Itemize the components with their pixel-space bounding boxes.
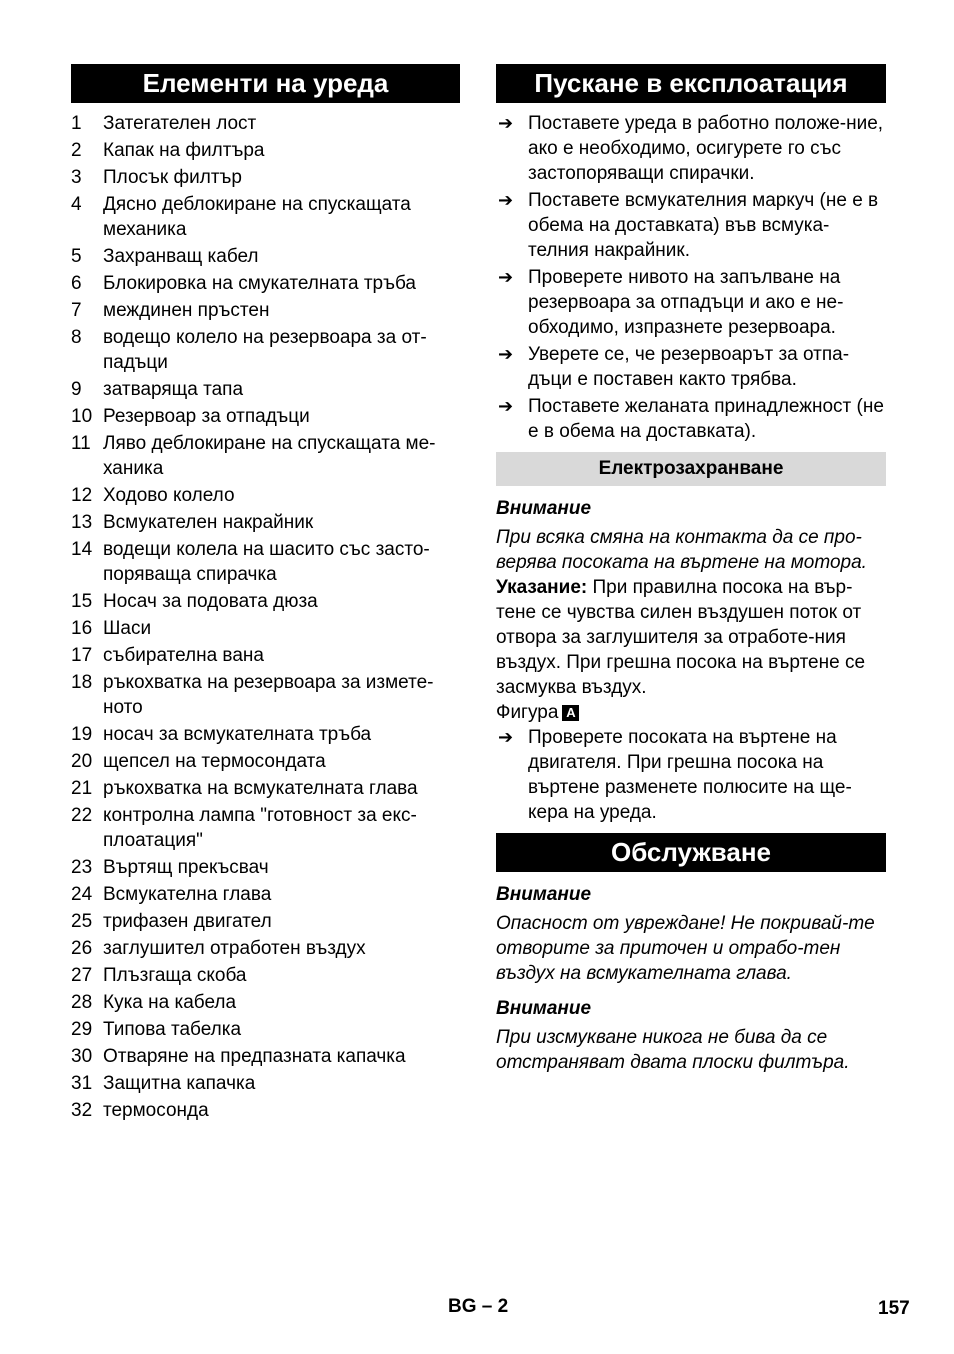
warning-title: Внимание [496,998,592,1019]
item-text: Въртящ прекъсвач [103,857,269,878]
list-item [71,803,460,853]
list-item [71,165,460,190]
note-text: При правилна посока на вър-тене се чувства силен въздушен поток от отвора за заглушителя за отработе-ния въздух. При грешна посока на въртене се засмуква въздух. [496,577,866,698]
item-number: 23 [71,857,93,878]
item-number: 22 [71,805,93,826]
step-text: Поставете желаната принадлежност (не е в обема на доставката). [528,396,884,442]
item-number: 27 [71,965,93,986]
list-item [71,483,460,508]
item-number: 25 [71,911,93,932]
item-number: 7 [71,300,82,321]
item-text: контролна лампа "готовност за екс-плоатация" [103,805,417,851]
item-number: 24 [71,884,93,905]
list-item [71,377,460,402]
note-paragraph [496,575,886,700]
item-number: 2 [71,140,82,161]
section-heading-device-elements: Елементи на уреда [71,64,460,103]
list-item [71,722,460,747]
item-number: 30 [71,1046,93,1067]
step-text: Проверете нивото на запълване на резервоара за отпадъци и ако е не-обходимо, изпразнете резервоара. [528,267,844,338]
arrow-right-icon: ➔ [498,267,514,287]
list-item [71,298,460,323]
device-elements-list [71,111,460,1123]
instruction-step [496,188,886,263]
item-text: термосонда [103,1100,209,1121]
item-number: 5 [71,246,82,267]
footer-section-label: BG – 2 [448,1296,509,1317]
warning-text: Опасност от увреждане! Не покривай-те отворите за приточен и отрабо-тен въздух на всмукателната глава. [496,913,875,984]
item-text: Плъзгаща скоба [103,965,247,986]
warning-text: При изсмукване никога не бива да се отстраняват двата плоски филтъра. [496,1027,850,1073]
item-text: Носач за подовата дюза [103,591,318,612]
warning-title: Внимание [496,498,592,519]
item-number: 31 [71,1073,93,1094]
step-text: Поставете всмукателния маркуч (не е в обема на доставката) във всмука-телния накрайник. [528,190,879,261]
list-item [71,431,460,481]
arrow-right-icon: ➔ [498,113,514,133]
item-text: Плосък филтър [103,167,242,188]
list-item [71,776,460,801]
item-text: ръкохватка на всмукателната глава [103,778,418,799]
item-number: 19 [71,724,93,745]
item-text: Шаси [103,618,152,639]
figure-reference [496,700,886,725]
instruction-step [496,111,886,186]
item-text: Ходово колело [103,485,235,506]
item-number: 15 [71,591,93,612]
item-text: Затегателен лост [103,113,257,134]
list-item [71,990,460,1015]
list-item [71,855,460,880]
left-column [71,64,460,1125]
item-number: 12 [71,485,93,506]
list-item [71,537,460,587]
item-text: събирателна вана [103,645,264,666]
instruction-step [496,342,886,392]
item-number: 8 [71,327,82,348]
item-number: 11 [71,433,91,454]
item-number: 26 [71,938,93,959]
item-text: Ляво деблокиране на спускащата ме-ханика [103,433,436,479]
list-item [71,1044,460,1069]
item-text: щепсел на термосондата [103,751,326,772]
list-item [71,616,460,641]
step-text: Проверете посоката на въртене на двигателя. При грешна посока на въртене разменете полюсите на ще-кера на уреда. [528,727,852,823]
item-text: Кука на кабела [103,992,237,1013]
item-number: 13 [71,512,93,533]
item-number: 18 [71,672,93,693]
list-item [71,643,460,668]
note-label: Указание: [496,577,588,598]
item-number: 1 [71,113,82,134]
list-item [71,882,460,907]
item-number: 16 [71,618,93,639]
arrow-right-icon: ➔ [498,190,514,210]
item-number: 10 [71,406,93,427]
item-text: Дясно деблокиране на спускащата механика [103,194,411,240]
item-number: 20 [71,751,93,772]
item-text: затваряща тапа [103,379,244,400]
list-item [71,670,460,720]
list-item [71,963,460,988]
step-text: Уверете се, че резервоарът за отпа-дъци е поставен както трябва. [528,344,850,390]
item-text: Всмукателен накрайник [103,512,314,533]
subheading-power-supply: Електрозахранване [496,452,886,486]
list-item [71,749,460,774]
list-item [71,192,460,242]
list-item [71,111,460,136]
list-item [71,325,460,375]
item-number: 21 [71,778,93,799]
item-number: 6 [71,273,82,294]
item-text: трифазен двигател [103,911,272,932]
arrow-right-icon: ➔ [498,727,514,747]
item-text: Всмукателна глава [103,884,272,905]
instruction-step [496,725,886,825]
list-item [71,1098,460,1123]
page-number: 157 [878,1298,910,1319]
item-text: водещо колело на резервоара за от-падъци [103,327,427,373]
item-number: 3 [71,167,82,188]
arrow-right-icon: ➔ [498,396,514,416]
list-item [71,909,460,934]
item-number: 14 [71,539,93,560]
list-item [71,510,460,535]
figure-letter-box: A [562,705,579,721]
rotation-check-steps [496,725,886,825]
figure-label: Фигура [496,702,559,723]
item-text: Отваряне на предпазната капачка [103,1046,406,1067]
item-number: 29 [71,1019,93,1040]
list-item [71,936,460,961]
section-heading-start-up: Пускане в експлоатация [496,64,886,103]
item-text: Блокировка на смукателната тръба [103,273,416,294]
warning-title: Внимание [496,884,592,905]
item-text: водещи колела на шасито със засто-поряваща спирачка [103,539,430,585]
item-text: Защитна капачка [103,1073,256,1094]
item-text: заглушител отработен въздух [103,938,366,959]
item-text: носач за всмукателната тръба [103,724,372,745]
start-up-steps [496,111,886,444]
list-item [71,138,460,163]
list-item [71,271,460,296]
list-item [71,244,460,269]
arrow-right-icon: ➔ [498,344,514,364]
item-text: Капак на филтъра [103,140,265,161]
warning-text: При всяка смяна на контакта да се про-верява посоката на въртене на мотора. [496,527,867,573]
list-item [71,404,460,429]
item-number: 32 [71,1100,93,1121]
item-number: 4 [71,194,82,215]
item-number: 9 [71,379,82,400]
item-text: Захранващ кабел [103,246,259,267]
list-item [71,589,460,614]
item-text: Типова табелка [103,1019,242,1040]
item-text: Резервоар за отпадъци [103,406,310,427]
item-text: междинен пръстен [103,300,270,321]
list-item [71,1017,460,1042]
instruction-step [496,394,886,444]
instruction-step [496,265,886,340]
step-text: Поставете уреда в работно положе-ние, ако е необходимо, осигурете го със застопоряващи спирачки. [528,113,884,184]
item-text: ръкохватка на резервоара за измете-ното [103,672,434,718]
list-item [71,1071,460,1096]
right-column [496,64,886,1075]
item-number: 28 [71,992,93,1013]
section-heading-operation: Обслужване [496,833,886,872]
item-number: 17 [71,645,93,666]
